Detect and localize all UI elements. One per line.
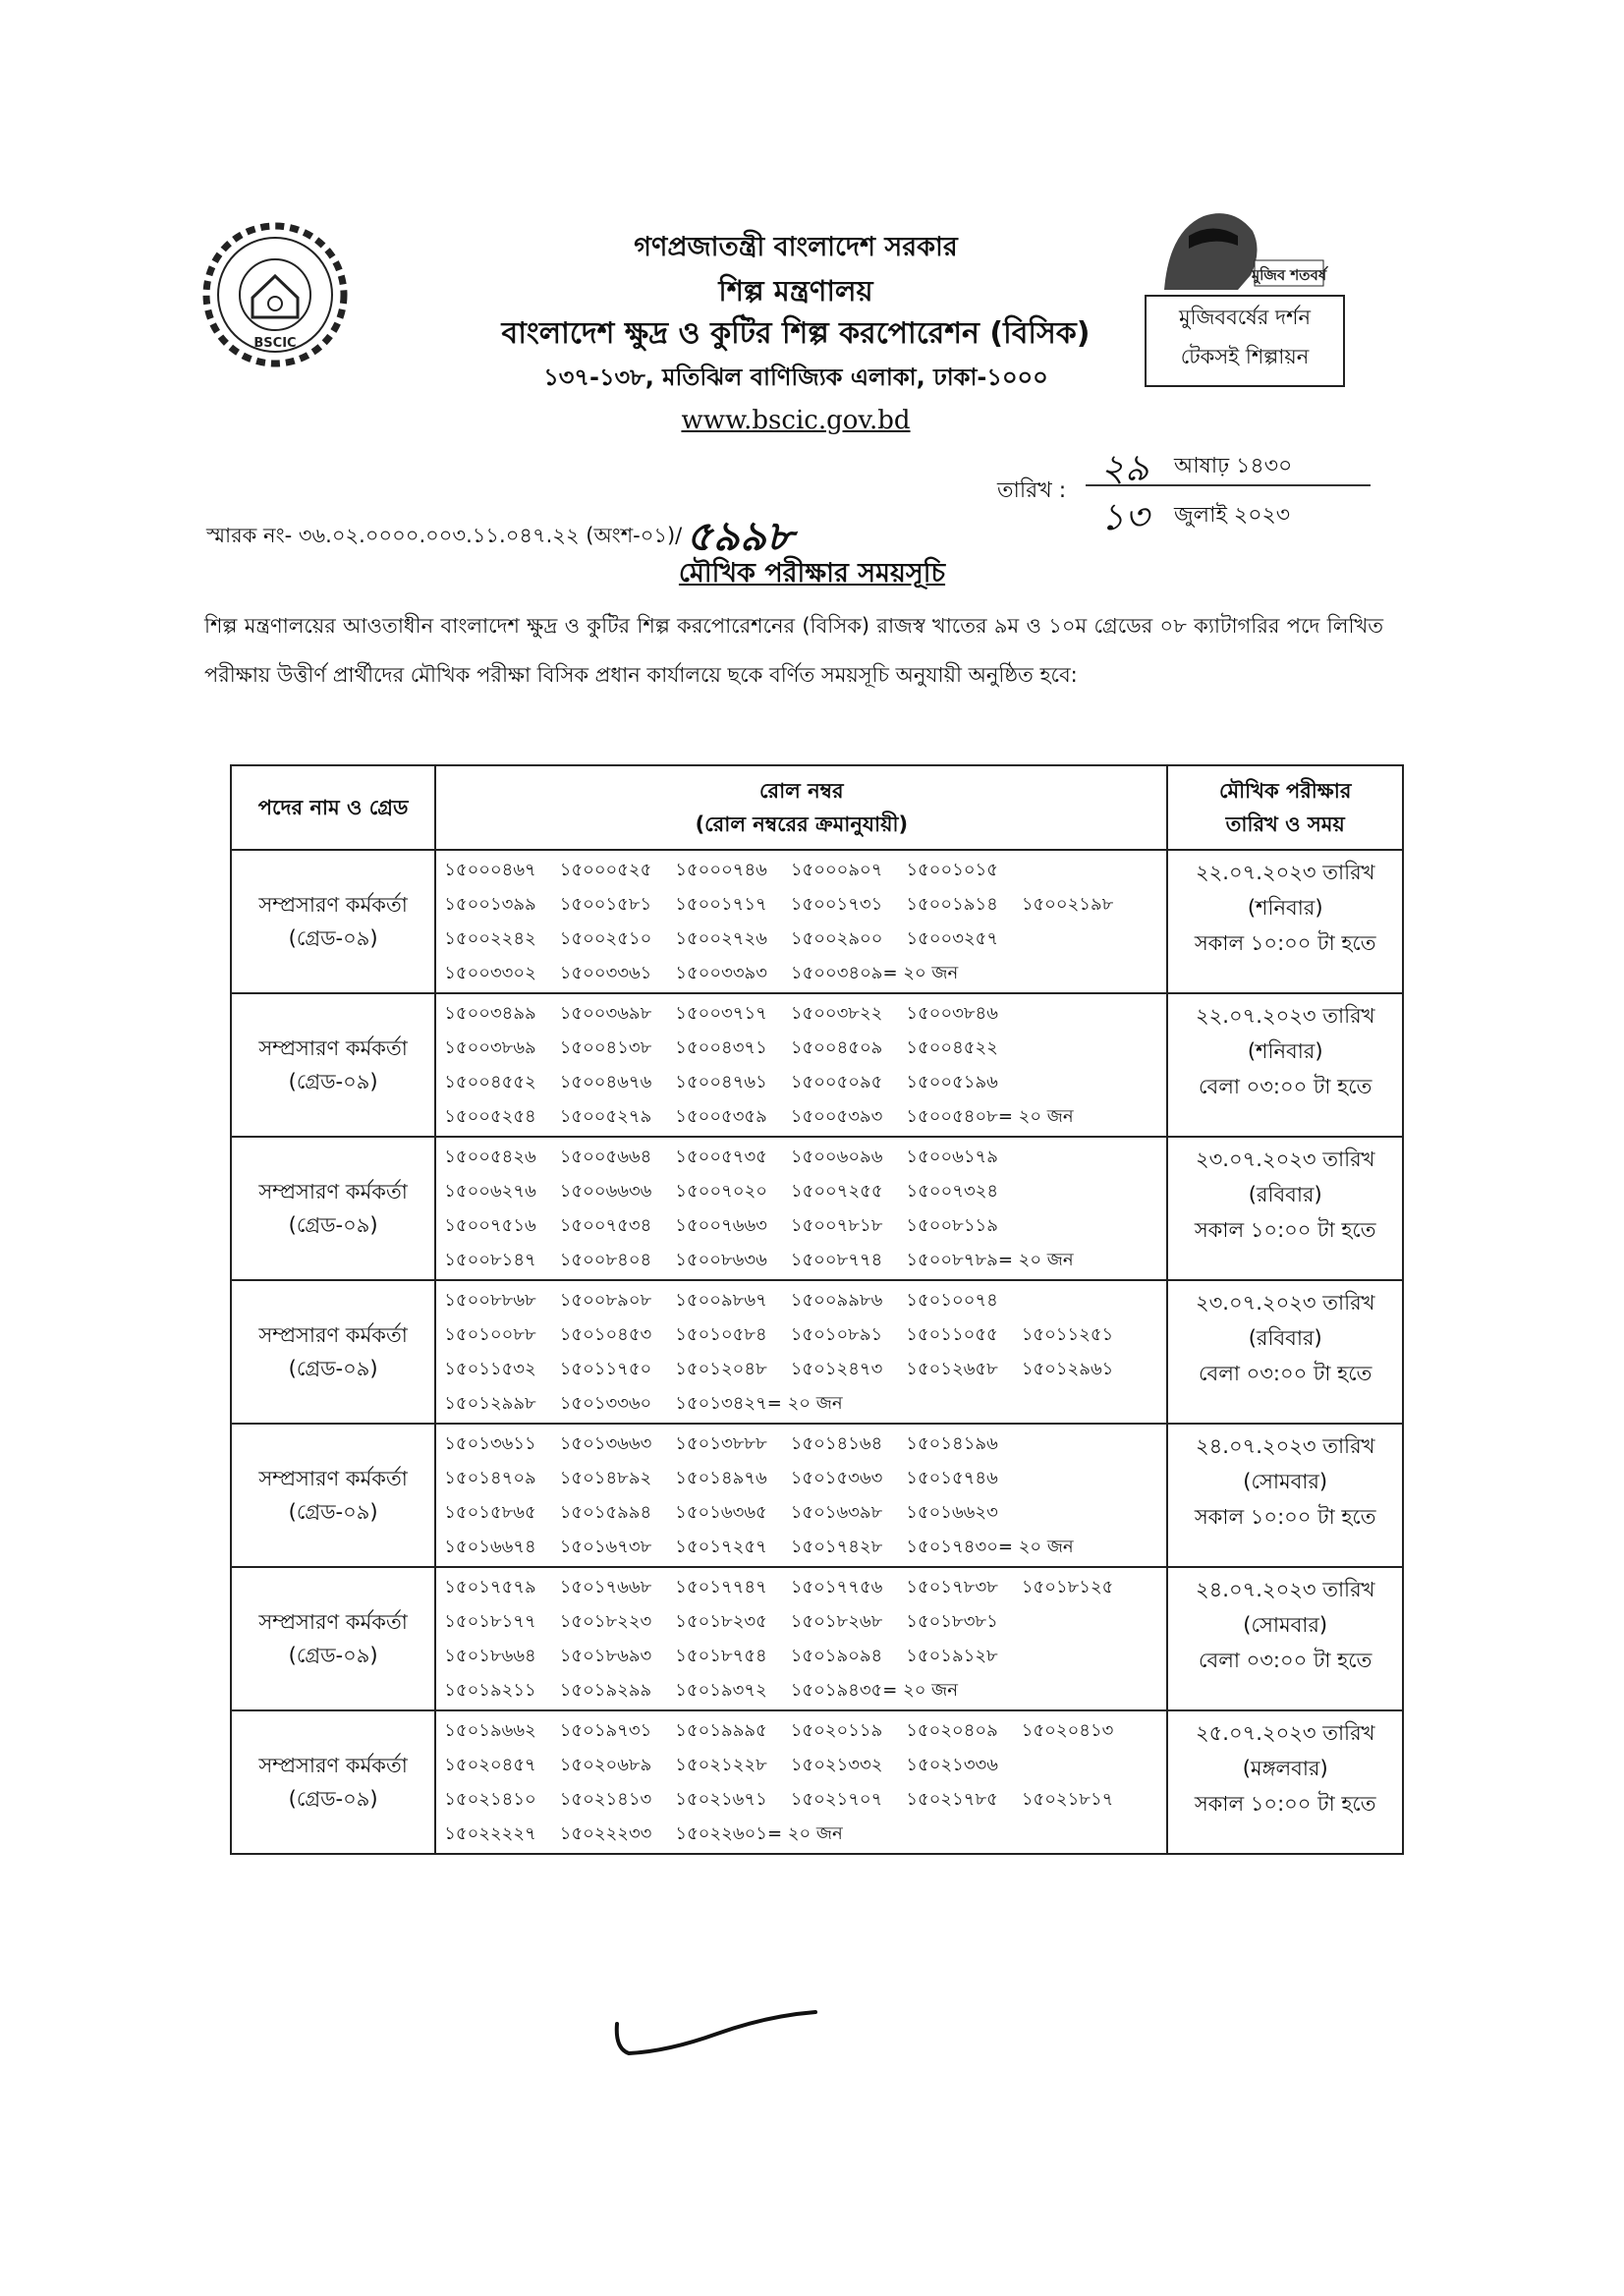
date-time-cell <box>1167 993 1403 1137</box>
english-date-month: জুলাই ২০২৩ <box>1174 503 1291 528</box>
roll-line <box>444 1386 1158 1421</box>
exam-date: ২৪.০৭.২০২৩ তারিখ <box>1195 1434 1375 1458</box>
mujib-year-motto <box>1145 295 1345 387</box>
date-block <box>1086 437 1371 538</box>
roll-number: ১৫০০১৫৮১ <box>559 894 652 915</box>
roll-number: ১৫০০৫১৯৬ <box>906 1072 998 1092</box>
roll-line <box>444 1604 1158 1639</box>
roll-number: ১৫০০৩৮৪৬ <box>906 1003 998 1024</box>
roll-line <box>444 1243 1158 1277</box>
roll-line <box>444 1817 1158 1851</box>
roll-numbers-cell <box>435 993 1167 1137</box>
roll-line <box>444 922 1158 956</box>
roll-line <box>444 1031 1158 1065</box>
ministry-name: শিল্প মন্ত্রণালয় <box>718 274 873 308</box>
roll-number: ১৫০১৯১২৮ <box>906 1646 998 1666</box>
roll-number: ১৫০১৭৫৭৯ <box>444 1577 536 1597</box>
roll-number: ১৫০১৮৬৯৩ <box>559 1646 652 1666</box>
roll-number: ১৫০০৩৩০২ <box>444 963 536 983</box>
roll-number: ১৫০০৫২৭৯ <box>559 1106 652 1127</box>
roll-number: ১৫০১৫৭৪৬ <box>906 1468 998 1488</box>
roll-number: ১৫০১৭৬৬৮ <box>559 1577 652 1597</box>
roll-number: ১৫০০৩৮৬৯ <box>444 1037 536 1058</box>
roll-number: ১৫০২১৮১৭ <box>1021 1789 1114 1810</box>
roll-number: ১৫০১০৫৮৪ <box>675 1324 767 1345</box>
roll-number: ১৫০১৬৩৯৮ <box>790 1502 883 1523</box>
roll-number: ১৫০২১৭০৭ <box>790 1789 883 1810</box>
roll-number: ১৫০১২৪৭৩ <box>790 1359 883 1379</box>
roll-number: ১৫০০৮৬৩৬ <box>675 1250 767 1270</box>
roll-number: ১৫০০২২৪২ <box>444 928 536 949</box>
roll-number: ১৫০০৪৫২২ <box>906 1037 998 1058</box>
roll-number: ১৫০১৪১৯৬ <box>906 1433 998 1454</box>
roll-number: ১৫০১৮২৬৮ <box>790 1611 883 1632</box>
date-label: তারিখ : <box>997 478 1067 503</box>
post-grade: (গ্রেড-০৯) <box>288 1357 378 1380</box>
exam-time: সকাল ১০:০০ টা হতে <box>1194 1505 1376 1529</box>
exam-day: (রবিবার) <box>1248 1183 1322 1206</box>
date-time-cell <box>1167 1710 1403 1854</box>
roll-number: ১৫০১৮২৩৫ <box>675 1611 767 1632</box>
roll-number: ১৫০০৩৮২২ <box>790 1003 883 1024</box>
table-row <box>231 993 1403 1137</box>
header-post: পদের নাম ও গ্রেড <box>231 765 435 850</box>
roll-line <box>444 1495 1158 1530</box>
roll-number: ১৫০১৭৭৪৭ <box>675 1577 767 1597</box>
viva-schedule-table <box>230 764 1404 1855</box>
roll-numbers-cell <box>435 850 1167 993</box>
roll-number: ১৫০২১৭৮৫ <box>906 1789 998 1810</box>
letterhead <box>422 226 1169 442</box>
website-link[interactable]: www.bscic.gov.bd <box>681 406 911 435</box>
roll-number: ১৫০২১৬৭১ <box>675 1789 767 1810</box>
roll-number: ১৫০০৩৭১৭ <box>675 1003 767 1024</box>
roll-number: ১৫০১৭২৫৭ <box>675 1537 767 1557</box>
roll-number: ১৫০২১৩৩৬ <box>906 1755 998 1775</box>
exam-date: ২২.০৭.২০২৩ তারিখ <box>1195 861 1375 884</box>
post-grade: (গ্রেড-০৯) <box>288 1644 378 1667</box>
roll-number: ১৫০০৪৭৬১ <box>675 1072 767 1092</box>
roll-number: ১৫০১৩৪২৭= ২০ জন <box>675 1393 843 1414</box>
roll-number: ১৫০০৮৯০৮ <box>559 1290 652 1311</box>
roll-number: ১৫০০৭২৫৫ <box>790 1181 883 1202</box>
roll-number: ১৫০২০১১৯ <box>790 1720 883 1741</box>
roll-number: ১৫০০১৯১৪ <box>906 894 998 915</box>
roll-line <box>444 1530 1158 1564</box>
post-title: সম্প্রসারণ কর্মকর্তা <box>258 1180 408 1204</box>
roll-number: ১৫০১৮৩৮১ <box>906 1611 998 1632</box>
roll-number: ১৫০১৯৯৯৫ <box>675 1720 767 1741</box>
exam-time: সকাল ১০:০০ টা হতে <box>1194 1792 1376 1816</box>
roll-number: ১৫০১৩৬৬৩ <box>559 1433 652 1454</box>
roll-number: ১৫০০৩৩৬১ <box>559 963 652 983</box>
roll-number: ১৫০০৫০৯৫ <box>790 1072 883 1092</box>
roll-number: ১৫০০১৩৯৯ <box>444 894 536 915</box>
roll-line <box>444 887 1158 922</box>
table-header-row <box>231 765 1403 850</box>
roll-number: ১৫০১৪১৬৪ <box>790 1433 883 1454</box>
roll-number: ১৫০০৫২৫৪ <box>444 1106 536 1127</box>
roll-number: ১৫০১৪৮৯২ <box>559 1468 652 1488</box>
post-title: সম্প্রসারণ কর্মকর্তা <box>258 1323 408 1347</box>
roll-number: ১৫০১১৫৩২ <box>444 1359 536 1379</box>
roll-line <box>444 1570 1158 1604</box>
roll-number: ১৫০০৬০৯৬ <box>790 1147 883 1167</box>
memo-prefix: স্মারক নং- ৩৬.০২.০০০০.০০৩.১১.০৪৭.২২ (অংশ-০১)/ <box>206 524 683 547</box>
roll-number: ১৫০১৬৭৩৮ <box>559 1537 652 1557</box>
exam-date: ২২.০৭.২০২৩ তারিখ <box>1195 1004 1375 1028</box>
roll-number: ১৫০১৩৩৬০ <box>559 1393 652 1414</box>
roll-line <box>444 1748 1158 1782</box>
roll-number: ১৫০০৮৮৬৮ <box>444 1290 536 1311</box>
roll-number: ১৫০১২০৪৮ <box>675 1359 767 1379</box>
roll-line <box>444 1174 1158 1208</box>
post-grade: (গ্রেড-০৯) <box>288 1070 378 1093</box>
post-grade: (গ্রেড-০৯) <box>288 1213 378 1237</box>
roll-number: ১৫০১৪৭০৯ <box>444 1468 536 1488</box>
roll-line <box>444 1317 1158 1352</box>
exam-day: (শনিবার) <box>1247 896 1323 920</box>
table-row <box>231 1137 1403 1280</box>
date-time-cell <box>1167 850 1403 993</box>
post-grade: (গ্রেড-০৯) <box>288 1787 378 1811</box>
signature-mark <box>609 2004 825 2063</box>
post-title: সম্প্রসারণ কর্মকর্তা <box>258 1754 408 1777</box>
exam-date: ২৩.০৭.২০২৩ তারিখ <box>1195 1148 1375 1171</box>
roll-numbers-cell <box>435 1137 1167 1280</box>
post-name-cell <box>231 1280 435 1424</box>
exam-time: বেলা ০৩:০০ টা হতে <box>1198 1075 1372 1098</box>
roll-number: ১৫০০১০১৫ <box>906 860 998 880</box>
post-name-cell <box>231 1137 435 1280</box>
roll-number: ১৫০০২৫১০ <box>559 928 652 949</box>
roll-number: ১৫০১৯২১১ <box>444 1680 536 1701</box>
roll-numbers-cell <box>435 1567 1167 1710</box>
roll-line <box>444 956 1158 990</box>
roll-line <box>444 1352 1158 1386</box>
roll-number: ১৫০১৬৬২৩ <box>906 1502 998 1523</box>
svg-text:মুজিব শতবর্ষ: মুজিব শতবর্ষ <box>1251 266 1327 284</box>
roll-number: ১৫০২০৪৫৭ <box>444 1755 536 1775</box>
roll-number: ১৫০০২৯০০ <box>790 928 883 949</box>
roll-number: ১৫০০৬৬৩৬ <box>559 1181 652 1202</box>
table-row <box>231 1710 1403 1854</box>
roll-number: ১৫০১১০৫৫ <box>906 1324 998 1345</box>
roll-number: ১৫০০৪৫৫২ <box>444 1072 536 1092</box>
post-name-cell <box>231 993 435 1137</box>
bangla-date <box>1086 437 1371 489</box>
roll-number: ১৫০০৭৩২৪ <box>906 1181 999 1202</box>
roll-number: ১৫০২১৪১০ <box>444 1789 536 1810</box>
roll-number: ১৫০০৯৯৮৬ <box>790 1290 883 1311</box>
roll-number: ১৫০০৫৬৬৪ <box>559 1147 652 1167</box>
post-title: সম্প্রসারণ কর্মকর্তা <box>258 1036 408 1060</box>
bangla-date-day: ২৯ <box>1100 446 1149 489</box>
roll-number: ১৫০০৪৫০৯ <box>790 1037 883 1058</box>
post-title: সম্প্রসারণ কর্মকর্তা <box>258 893 408 917</box>
roll-line <box>444 1065 1158 1099</box>
header-roll: রোল নম্বর (রোল নম্বরের ক্রমানুযায়ী) <box>435 765 1167 850</box>
roll-number: ১৫০১৪৯৭৬ <box>675 1468 767 1488</box>
roll-number: ১৫০১৮৬৬৪ <box>444 1646 536 1666</box>
roll-number: ১৫০০৭৫৩৪ <box>559 1215 652 1236</box>
roll-number: ১৫০০২১৯৮ <box>1021 894 1114 915</box>
roll-number: ১৫০০৮১৪৭ <box>444 1250 536 1270</box>
roll-number: ১৫০১৬৩৬৫ <box>675 1502 767 1523</box>
roll-number: ১৫০২২২৩৩ <box>559 1823 652 1844</box>
roll-line <box>444 1283 1158 1317</box>
roll-number: ১৫০১৩৬১১ <box>444 1433 536 1454</box>
english-date <box>1086 486 1371 538</box>
roll-number: ১৫০০৯৮৬৭ <box>675 1290 767 1311</box>
exam-date: ২৩.০৭.২০২৩ তারিখ <box>1195 1291 1375 1315</box>
exam-day: (মঙ্গলবার) <box>1242 1757 1328 1780</box>
roll-number: ১৫০০৩৪০৯= ২০ জন <box>790 963 959 983</box>
roll-number: ১৫০১৭৭৫৬ <box>790 1577 883 1597</box>
roll-number: ১৫০১৮১২৫ <box>1021 1577 1114 1597</box>
roll-number: ১৫০০৮৭৮৯= ২০ জন <box>906 1250 1074 1270</box>
date-time-cell <box>1167 1280 1403 1424</box>
roll-number: ১৫০১৭৪২৮ <box>790 1537 883 1557</box>
roll-number: ১৫০১০০৮৮ <box>444 1324 536 1345</box>
roll-number: ১৫০১৮২২৩ <box>559 1611 652 1632</box>
roll-number: ১৫০২১২২৮ <box>675 1755 767 1775</box>
exam-time: সকাল ১০:০০ টা হতে <box>1194 1218 1376 1242</box>
roll-line <box>444 1713 1158 1748</box>
exam-day: (শনিবার) <box>1247 1039 1323 1063</box>
roll-number: ১৫০১২৯৯৮ <box>444 1393 536 1414</box>
intro-paragraph: শিল্প মন্ত্রণালয়ের আওতাধীন বাংলাদেশ ক্ষুদ্র ও কুটির শিল্প করপোরেশনের (বিসিক) রাজস্ব খাতের ৯ম ও ১০ম গ্রেডের ০৮ ক্যাটাগরির পদে লিখিত পরীক্ষায় উত্তীর্ণ প্রার্থীদের মৌখিক পরীক্ষা বিসিক প্রধান কার্যালয়ে ছকে বর্ণিত সময়সূচি অনুযায়ী অনুষ্ঠিত হবে: <box>204 614 1383 687</box>
roll-number: ১৫০১২৬৫৮ <box>906 1359 998 1379</box>
exam-date: ২৫.০৭.২০২৩ তারিখ <box>1195 1721 1375 1745</box>
roll-number: ১৫০১৯০৯৪ <box>790 1646 883 1666</box>
roll-number: ১৫০০৭৮১৮ <box>790 1215 883 1236</box>
roll-number: ১৫০১০০৭৪ <box>906 1290 998 1311</box>
roll-number: ১৫০০৩৩৯৩ <box>675 963 767 983</box>
document-title-wrap <box>0 553 1624 597</box>
roll-number: ১৫০১৯২৯৯ <box>559 1680 652 1701</box>
roll-number: ১৫০০৫৭৩৫ <box>675 1147 767 1167</box>
date-time-cell <box>1167 1137 1403 1280</box>
bscic-logo <box>201 221 349 368</box>
post-grade: (গ্রেড-০৯) <box>288 1500 378 1524</box>
table-row <box>231 1280 1403 1424</box>
mujib-centenary-logo <box>1145 192 1331 309</box>
roll-number: ১৫০১৯৬৬২ <box>444 1720 536 1741</box>
roll-number: ১৫০২০৪১৩ <box>1021 1720 1114 1741</box>
roll-number: ১৫০০৪৬৭৬ <box>559 1072 652 1092</box>
roll-number: ১৫০১৬৬৭৪ <box>444 1537 536 1557</box>
roll-number: ১৫০১৯৪৩৫= ২০ জন <box>790 1680 959 1701</box>
roll-number: ১৫০০৭৬৬৩ <box>675 1215 767 1236</box>
roll-number: ১৫০১৯৩৭২ <box>675 1680 767 1701</box>
motto-line-2: টেকসই শিল্পায়ন <box>1180 345 1310 368</box>
roll-number: ১৫০১৩৮৮৮ <box>675 1433 767 1454</box>
roll-number: ১৫০১৮১৭৭ <box>444 1611 536 1632</box>
roll-line <box>444 996 1158 1031</box>
roll-number: ১৫০০১৭৩১ <box>790 894 883 915</box>
corporation-name: বাংলাদেশ ক্ষুদ্র ও কুটির শিল্প করপোরেশন (বিসিক) <box>501 316 1091 351</box>
office-address: ১৩৭-১৩৮, মতিঝিল বাণিজ্যিক এলাকা, ঢাকা-১০০০ <box>543 364 1048 391</box>
roll-number: ১৫০১৫৯৯৪ <box>559 1502 652 1523</box>
roll-number: ১৫০০৪১৩৮ <box>559 1037 652 1058</box>
english-date-day: ১৩ <box>1100 495 1149 538</box>
roll-number: ১৫০১৯৭৩১ <box>559 1720 652 1741</box>
roll-number: ১৫০১১৭৫০ <box>559 1359 652 1379</box>
roll-number: ১৫০০৭০২০ <box>675 1181 767 1202</box>
roll-line <box>444 1208 1158 1243</box>
roll-number: ১৫০০১৭১৭ <box>675 894 767 915</box>
roll-number: ১৫০০৮১১৯ <box>906 1215 998 1236</box>
roll-number: ১৫০০০৭৪৬ <box>675 860 767 880</box>
exam-day: (রবিবার) <box>1248 1326 1322 1350</box>
roll-number: ১৫০০৬১৭৯ <box>906 1147 998 1167</box>
roll-number: ১৫০০০৯০৭ <box>790 860 883 880</box>
roll-number: ১৫০১৫৮৬৫ <box>444 1502 536 1523</box>
post-title: সম্প্রসারণ কর্মকর্তা <box>258 1610 408 1634</box>
roll-number: ১৫০০৫৩৫৯ <box>675 1106 767 1127</box>
roll-number: ১৫০২১৪১৩ <box>559 1789 652 1810</box>
roll-line <box>444 853 1158 887</box>
roll-numbers-cell <box>435 1280 1167 1424</box>
roll-line <box>444 1639 1158 1673</box>
roll-number: ১৫০০৮৪০৪ <box>559 1250 652 1270</box>
roll-number: ১৫০০২৭২৬ <box>675 928 767 949</box>
roll-number: ১৫০০৪৩৭১ <box>675 1037 767 1058</box>
roll-line <box>444 1673 1158 1708</box>
roll-number: ১৫০২২৬০১= ২০ জন <box>675 1823 843 1844</box>
header-date-time: মৌখিক পরীক্ষার তারিখ ও সময় <box>1167 765 1403 850</box>
roll-number: ১৫০১১২৫১ <box>1021 1324 1114 1345</box>
roll-line <box>444 1099 1158 1134</box>
roll-number: ১৫০২০৬৮৯ <box>559 1755 652 1775</box>
roll-number: ১৫০০০৪৬৭ <box>444 860 536 880</box>
memo-handwritten-number: ৫৯৯৮ <box>686 512 794 560</box>
table-row <box>231 1424 1403 1567</box>
motto-line-1: মুজিববর্ষের দর্শন <box>1178 306 1312 329</box>
date-time-cell <box>1167 1424 1403 1567</box>
post-title: সম্প্রসারণ কর্মকর্তা <box>258 1467 408 1490</box>
post-name-cell <box>231 1710 435 1854</box>
svg-text:BSCIC: BSCIC <box>253 336 297 351</box>
government-line: গণপ্রজাতন্ত্রী বাংলাদেশ সরকার <box>634 232 958 262</box>
exam-date: ২৪.০৭.২০২৩ তারিখ <box>1195 1578 1375 1601</box>
roll-line <box>444 1140 1158 1174</box>
roll-number: ১৫০০৮৭৭৪ <box>790 1250 883 1270</box>
roll-number: ১৫০১৮৭৫৪ <box>675 1646 767 1666</box>
roll-number: ১৫০২০৪০৯ <box>906 1720 998 1741</box>
roll-number: ১৫০১২৯৬১ <box>1021 1359 1114 1379</box>
exam-time: সকাল ১০:০০ টা হতে <box>1194 931 1376 955</box>
roll-number: ১৫০০৭৫১৬ <box>444 1215 536 1236</box>
post-name-cell <box>231 850 435 993</box>
roll-number: ১৫০০৫৪০৮= ২০ জন <box>906 1106 1074 1127</box>
post-grade: (গ্রেড-০৯) <box>288 926 378 950</box>
roll-number: ১৫০১৭৪৩০= ২০ জন <box>906 1537 1074 1557</box>
roll-line <box>444 1427 1158 1461</box>
exam-day: (সোমবার) <box>1243 1470 1328 1493</box>
post-name-cell <box>231 1567 435 1710</box>
bangla-date-month: আষাঢ় ১৪৩০ <box>1174 454 1293 478</box>
exam-time: বেলা ০৩:০০ টা হতে <box>1198 1649 1372 1672</box>
table-row <box>231 850 1403 993</box>
roll-number: ১৫০০৩২৫৭ <box>906 928 999 949</box>
roll-number: ১৫০১০৮৯১ <box>790 1324 883 1345</box>
roll-number: ১৫০০৩৬৯৮ <box>559 1003 652 1024</box>
roll-line <box>444 1461 1158 1495</box>
document-title: মৌখিক পরীক্ষার সময়সূচি <box>678 558 946 588</box>
roll-number: ১৫০১৫৩৬৩ <box>790 1468 883 1488</box>
roll-numbers-cell <box>435 1424 1167 1567</box>
roll-number: ১৫০০৫৩৯৩ <box>790 1106 883 1127</box>
table-row <box>231 1567 1403 1710</box>
roll-number: ১৫০০৬২৭৬ <box>444 1181 536 1202</box>
roll-number: ১৫০০০৫২৫ <box>559 860 652 880</box>
roll-number: ১৫০১০৪৫৩ <box>559 1324 652 1345</box>
roll-line <box>444 1782 1158 1817</box>
roll-number: ১৫০২১৩৩২ <box>790 1755 883 1775</box>
roll-number: ১৫০০৩৪৯৯ <box>444 1003 536 1024</box>
roll-number: ১৫০২২২২৭ <box>444 1823 536 1844</box>
exam-time: বেলা ০৩:০০ টা হতে <box>1198 1362 1372 1385</box>
roll-number: ১৫০১৭৮৩৮ <box>906 1577 998 1597</box>
date-time-cell <box>1167 1567 1403 1710</box>
exam-day: (সোমবার) <box>1243 1613 1328 1637</box>
roll-numbers-cell <box>435 1710 1167 1854</box>
roll-number: ১৫০০৫৪২৬ <box>444 1147 536 1167</box>
post-name-cell <box>231 1424 435 1567</box>
